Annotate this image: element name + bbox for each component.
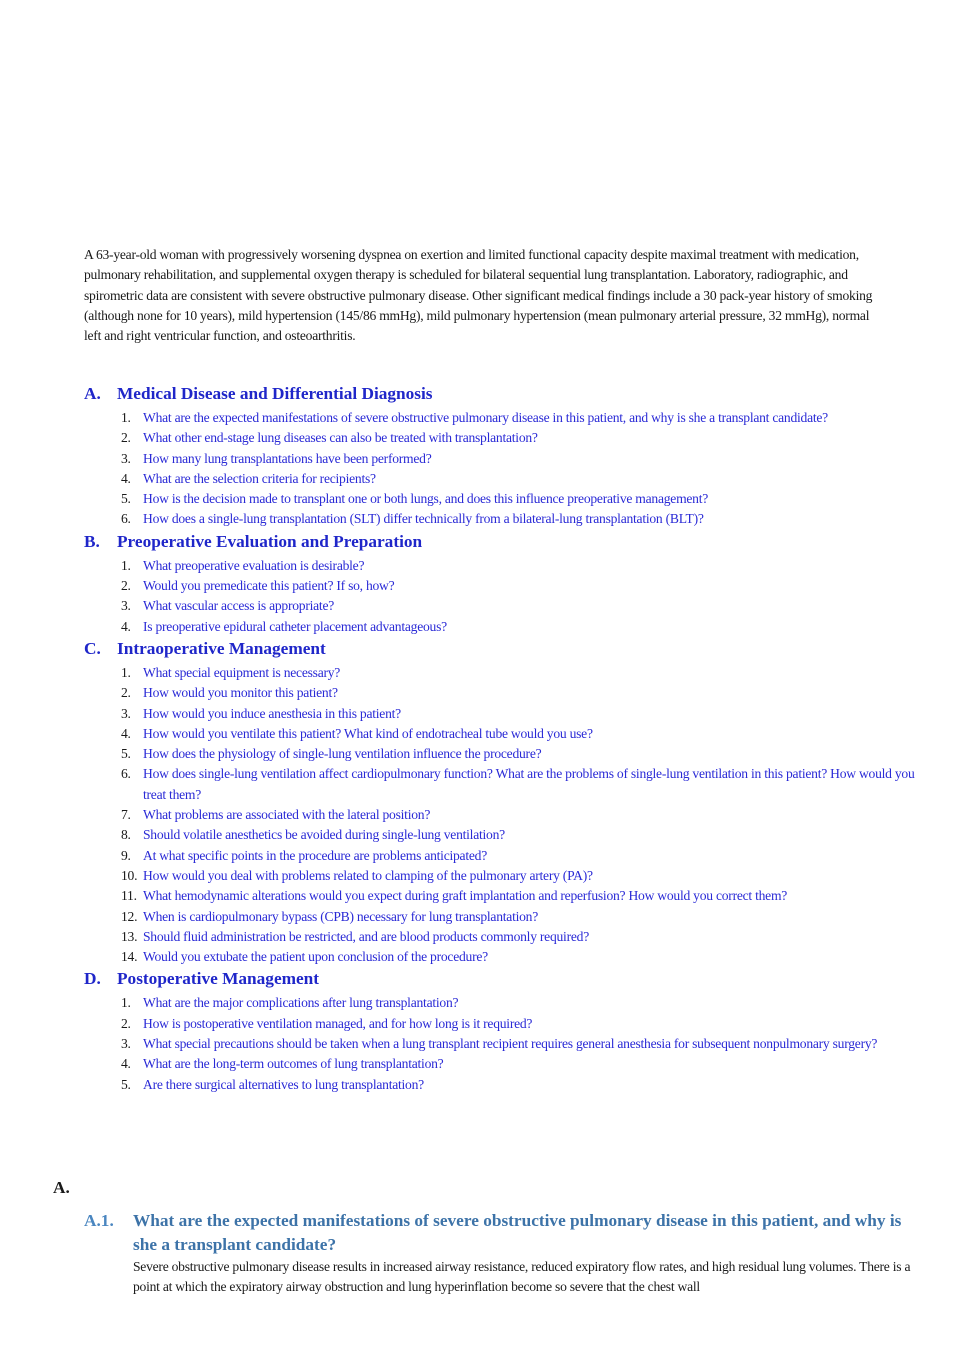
- question-number-text: 7.: [121, 807, 131, 823]
- question-text: How does the physiology of single-lung ventilation influence the procedure?: [143, 746, 542, 762]
- question-number: [84, 907, 143, 927]
- question-item[interactable]: [84, 408, 924, 428]
- section-heading[interactable]: [84, 531, 924, 556]
- question-number: [84, 683, 143, 703]
- question-number: [84, 489, 143, 509]
- section: [84, 531, 924, 637]
- question-number-text: 5.: [121, 746, 131, 762]
- question-item[interactable]: [84, 1014, 924, 1034]
- question-number: [84, 744, 143, 764]
- question-text: What hemodynamic alterations would you expect during graft implantation and reperfusion? How would you correct them?: [143, 888, 788, 904]
- question-number: [84, 993, 143, 1013]
- question-text: What vascular access is appropriate?: [143, 598, 335, 614]
- question-number-text: 1.: [121, 995, 131, 1011]
- question-number-text: 4.: [121, 470, 131, 486]
- question-number-text: 2.: [121, 685, 131, 701]
- question-text: How is postoperative ventilation managed, and for how long is it required?: [143, 1015, 533, 1031]
- question-item[interactable]: [84, 704, 924, 724]
- subquestion-body: [133, 1209, 914, 1298]
- question-number-text: 10.: [121, 867, 138, 883]
- question-list: [84, 993, 924, 1094]
- section-letter: B.: [84, 531, 100, 551]
- case-intro: A 63-year-old woman with progressively worsening dyspnea on exertion and limited functional capacity despite maximal treatment with medication, pulmonary rehabilitation, and supplemental oxygen therapy is scheduled for bilateral sequential lung transplantation. Laboratory, radiographic, and spirometric data are consistent with severe obstructive pulmonary disease. Other significant medical findings include a 30 pack-year history of smoking (although none for 10 years), mild hypertension (145/86 mmHg), mild pulmonary hypertension (mean pulmonary arterial pressure, 32 mmHg), normal left and right ventricular function, and osteoarthritis.: [84, 247, 873, 344]
- question-number-text: 2.: [121, 578, 131, 594]
- question-text: What are the major complications after lung transplantation?: [143, 995, 459, 1011]
- question-item[interactable]: [84, 724, 924, 744]
- section-letter: C.: [84, 638, 101, 658]
- question-number: [84, 825, 143, 845]
- question-number-text: 6.: [121, 511, 131, 527]
- question-item[interactable]: [84, 805, 924, 825]
- question-item[interactable]: [84, 489, 924, 509]
- question-number: [84, 1034, 143, 1054]
- question-text: What are the selection criteria for recipients?: [143, 470, 376, 486]
- question-item[interactable]: [84, 1054, 924, 1074]
- question-text: How would you deal with problems related to clamping of the pulmonary artery (PA)?: [143, 867, 593, 883]
- question-item[interactable]: [84, 663, 924, 683]
- question-number-text: 13.: [121, 928, 138, 944]
- section-heading[interactable]: [84, 968, 924, 993]
- question-item[interactable]: [84, 947, 924, 967]
- question-number-text: 2.: [121, 430, 131, 446]
- question-text: How many lung transplantations have been performed?: [143, 450, 432, 466]
- question-item[interactable]: [84, 927, 924, 947]
- question-number: [84, 449, 143, 469]
- question-number-text: 1.: [121, 410, 131, 425]
- question-item[interactable]: [84, 764, 924, 805]
- question-text: Would you extubate the patient upon conclusion of the procedure?: [143, 949, 488, 965]
- question-item[interactable]: [84, 683, 924, 703]
- question-text: What are the expected manifestations of severe obstructive pulmonary disease in this patient, and why is she a transplant candidate?: [143, 410, 828, 425]
- question-item[interactable]: [84, 993, 924, 1013]
- question-number-text: 3.: [121, 1036, 131, 1052]
- question-number: [84, 556, 143, 576]
- section-title: Preoperative Evaluation and Preparation: [117, 531, 423, 551]
- question-number: [84, 1014, 143, 1034]
- question-text: How does single-lung ventilation affect cardiopulmonary function? What are the problems of single-lung ventilation in this patient? How would you treat them?: [143, 766, 915, 802]
- question-text: When is cardiopulmonary bypass (CPB) necessary for lung transplantation?: [143, 908, 538, 924]
- question-item[interactable]: [84, 825, 924, 845]
- question-number: [84, 617, 143, 637]
- question-text: How would you monitor this patient?: [143, 685, 338, 701]
- section: [84, 383, 924, 530]
- question-text: What other end-stage lung diseases can also be treated with transplantation?: [143, 430, 538, 446]
- question-number-text: 8.: [121, 827, 131, 843]
- question-item[interactable]: [84, 907, 924, 927]
- question-text: Would you premedicate this patient? If so, how?: [143, 578, 395, 594]
- question-text: Is preoperative epidural catheter placement advantageous?: [143, 618, 447, 634]
- question-number-text: 14.: [121, 949, 138, 965]
- question-number: [84, 663, 143, 683]
- question-number: [84, 469, 143, 489]
- question-item[interactable]: [84, 744, 924, 764]
- section-letter: A.: [84, 384, 101, 403]
- question-number: [84, 927, 143, 947]
- question-number: [84, 947, 143, 967]
- question-number: [84, 724, 143, 744]
- question-item[interactable]: [84, 846, 924, 866]
- question-number: [84, 1075, 143, 1095]
- question-text: How would you ventilate this patient? What kind of endotracheal tube would you use?: [143, 725, 593, 741]
- section: [84, 638, 924, 967]
- question-text: What special equipment is necessary?: [143, 664, 341, 680]
- question-number-text: 12.: [121, 908, 138, 924]
- question-number: [84, 509, 143, 529]
- question-number: [84, 576, 143, 596]
- question-item[interactable]: [84, 1034, 924, 1054]
- question-text: Are there surgical alternatives to lung transplantation?: [143, 1076, 424, 1092]
- question-number-text: 6.: [121, 766, 131, 782]
- question-text: How does a single-lung transplantation (SLT) differ technically from a bilateral-lung transplantation (BLT)?: [143, 511, 704, 527]
- question-number: [84, 596, 143, 616]
- question-text: What are the long-term outcomes of lung transplantation?: [143, 1056, 444, 1072]
- question-text: Should volatile anesthetics be avoided during single-lung ventilation?: [143, 827, 505, 843]
- question-list: [84, 663, 924, 967]
- question-item[interactable]: [84, 449, 924, 469]
- question-item[interactable]: [84, 556, 924, 576]
- part-letter: A.: [53, 1178, 70, 1197]
- question-number-text: 4.: [121, 618, 131, 634]
- question-item[interactable]: [84, 428, 924, 448]
- question-number: [84, 805, 143, 825]
- subquestion-id: A.1.: [84, 1211, 114, 1230]
- question-number-text: 9.: [121, 847, 131, 863]
- question-list: [84, 556, 924, 637]
- question-item[interactable]: [84, 1075, 924, 1095]
- question-outline: [84, 383, 924, 1096]
- question-text: At what specific points in the procedure are problems anticipated?: [143, 847, 487, 863]
- question-number-text: 5.: [121, 1076, 131, 1092]
- question-item[interactable]: [84, 469, 924, 489]
- question-number: [84, 886, 143, 906]
- question-text: What problems are associated with the lateral position?: [143, 807, 431, 823]
- section: [84, 968, 924, 1094]
- question-number: [84, 428, 143, 448]
- question-item[interactable]: [84, 576, 924, 596]
- question-list: [84, 408, 924, 530]
- question-number-text: 5.: [121, 491, 131, 507]
- question-number-text: 11.: [121, 888, 137, 904]
- question-number: [84, 704, 143, 724]
- question-text: What preoperative evaluation is desirable?: [143, 557, 365, 573]
- question-number-text: 1.: [121, 664, 131, 680]
- question-number-text: 4.: [121, 1056, 131, 1072]
- question-number: [84, 764, 143, 805]
- section-letter: D.: [84, 969, 101, 989]
- question-item[interactable]: [84, 617, 924, 637]
- question-text: What special precautions should be taken when a lung transplant recipient requires general anesthesia for subsequent nonpulmonary surgery?: [143, 1036, 878, 1052]
- section-title: Postoperative Management: [117, 969, 320, 989]
- question-number-text: 3.: [121, 598, 131, 614]
- section-title: Medical Disease and Differential Diagnosis: [117, 384, 433, 403]
- section-heading[interactable]: [84, 638, 924, 663]
- question-number-text: 2.: [121, 1015, 131, 1031]
- question-item[interactable]: [84, 509, 924, 529]
- question-number: [84, 1054, 143, 1074]
- question-text: Should fluid administration be restricted, and are blood products commonly required?: [143, 928, 589, 944]
- question-number: [84, 408, 143, 428]
- question-item[interactable]: [84, 596, 924, 616]
- question-number: [84, 846, 143, 866]
- question-text: How is the decision made to transplant one or both lungs, and does this influence preoperative management?: [143, 491, 709, 507]
- subquestion-answer: Severe obstructive pulmonary disease results in increased airway resistance, reduced expiratory flow rates, and high residual lung volumes. There is a point at which the expiratory airway obstruction and lung hyperinflation become so severe that the chest wall: [133, 1259, 911, 1295]
- subquestion: [84, 1209, 914, 1298]
- question-number-text: 1.: [121, 557, 131, 573]
- question-item[interactable]: [84, 886, 924, 906]
- question-number: [84, 866, 143, 886]
- question-item[interactable]: [84, 866, 924, 886]
- question-text: How would you induce anesthesia in this patient?: [143, 705, 401, 721]
- section-title: Intraoperative Management: [117, 638, 326, 658]
- subquestion-title: What are the expected manifestations of severe obstructive pulmonary disease in this patient, and why is she a transplant candidate?: [133, 1211, 902, 1254]
- question-number-text: 4.: [121, 725, 131, 741]
- section-heading[interactable]: [84, 383, 924, 408]
- question-number-text: 3.: [121, 450, 131, 466]
- question-number-text: 3.: [121, 705, 131, 721]
